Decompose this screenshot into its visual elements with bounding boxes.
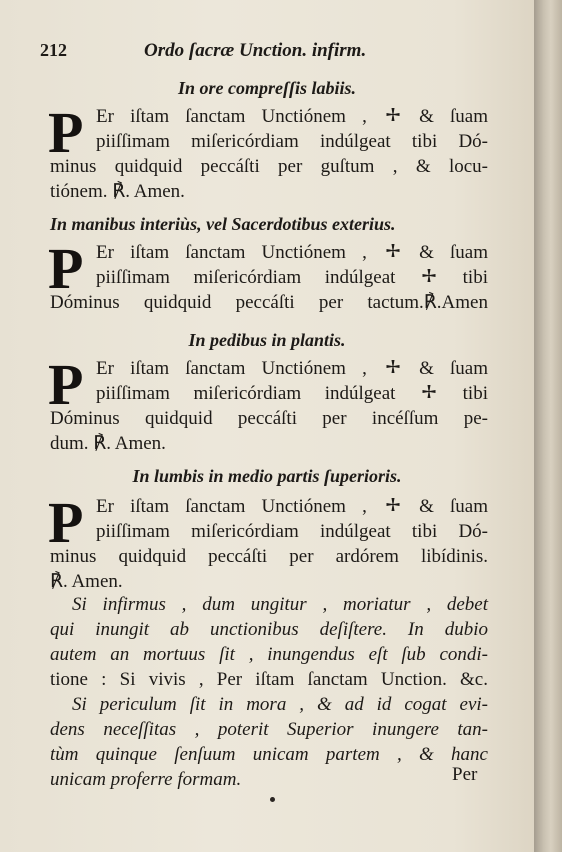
rubric-hands: In manibus interiùs, vel Sacerdotibus exterius.	[50, 214, 396, 234]
formula-mouth	[48, 100, 489, 204]
note-line: dens neceſſitas , poterit Superior inungere tan-	[50, 719, 488, 740]
cross-icon	[421, 269, 437, 285]
drop-cap: P	[48, 100, 84, 165]
text-line: tiónem. ℟. Amen.	[50, 181, 185, 202]
note-line: autem an mortuus ſit , inungendus eſt ſub condi-	[50, 644, 488, 665]
book-gutter	[534, 0, 562, 852]
note-line: tione : Si vivis , Per iſtam ſanctam Unction. &c.	[50, 669, 488, 690]
rubric-feet: In pedibus in plantis.	[188, 330, 346, 350]
text-line: Er iſtam ſanctam Unctiónem , & ſuam	[96, 496, 489, 517]
note-line: unicam proferre formam.	[50, 769, 242, 790]
formula-loins	[48, 490, 489, 594]
text-line: Dóminus quidquid peccáſti per tactum.℟.Amen	[50, 292, 488, 313]
text-line: piiſſimam miſericórdiam indúlgeat tibi Dó-	[96, 131, 488, 152]
text-line: dum. ℟. Amen.	[50, 433, 166, 454]
ink-spot	[270, 797, 275, 802]
text-line: piiſſimam miſericórdiam indúlgeat tibi Dó-	[96, 521, 488, 542]
formula-hands	[48, 236, 489, 315]
note-line: Si periculum ſit in mora , & ad id cogat evi-	[72, 694, 488, 715]
rubric-note-danger	[50, 692, 488, 792]
cross-icon	[385, 498, 401, 514]
text-line: minus quidquid peccáſti per ardórem libídinis.	[50, 546, 488, 567]
text-line: piiſſimam miſericórdiam indúlgeat tibi	[96, 267, 488, 288]
rubric-note-death	[50, 592, 488, 692]
text-line: Er iſtam ſanctam Unctiónem , & ſuam	[96, 106, 489, 127]
text-line: Er iſtam ſanctam Unctiónem , & ſuam	[96, 242, 489, 263]
note-line: qui inungit ab unctionibus deſiſtere. In dubio	[50, 619, 488, 640]
cross-icon	[385, 360, 401, 376]
rubric-loins: In lumbis in medio partis ſuperioris.	[132, 466, 402, 486]
text-line: ℟. Amen.	[50, 571, 123, 592]
note-line: Si infirmus , dum ungitur , moriatur , debet	[72, 594, 488, 615]
cross-icon	[385, 244, 401, 260]
cross-icon	[385, 108, 401, 124]
text-line: Dóminus quidquid peccáſti per incéſſum pe-	[50, 408, 488, 429]
drop-cap: P	[48, 352, 84, 417]
text-line: piiſſimam miſericórdiam indúlgeat tibi	[96, 383, 488, 404]
drop-cap: P	[48, 490, 84, 555]
note-line: tùm quinque ſenſuum unicam partem , & hanc	[50, 744, 488, 765]
text-line: Er iſtam ſanctam Unctiónem , & ſuam	[96, 358, 489, 379]
formula-feet	[48, 352, 489, 456]
cross-icon	[421, 385, 437, 401]
text-line: minus quidquid peccáſti per guſtum , & locu-	[50, 156, 488, 177]
catchword: Per	[452, 764, 478, 785]
running-title: Ordo ſacræ Unction. infirm.	[144, 40, 367, 61]
rubric-mouth: In ore compreſſis labiis.	[178, 78, 356, 98]
drop-cap: P	[48, 236, 84, 301]
page-number: 212	[40, 40, 67, 60]
page-header	[40, 40, 510, 66]
